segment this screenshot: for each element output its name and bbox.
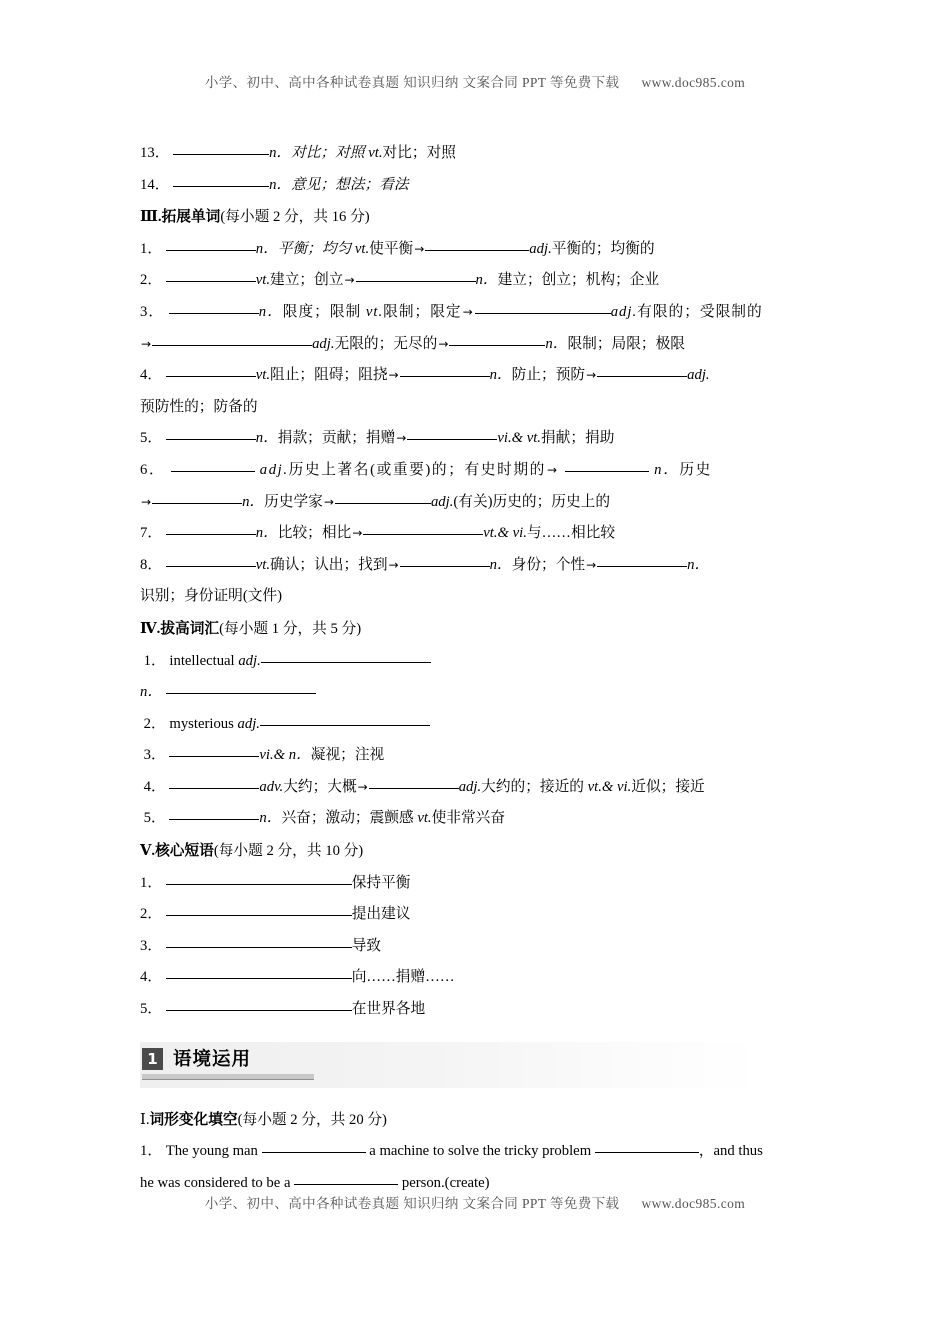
pos-tag-n: n． (545, 335, 568, 352)
advanced-item-1 (140, 646, 812, 678)
blank-field[interactable] (261, 649, 431, 663)
item-text: 近似；接近 (631, 778, 705, 795)
advanced-item-4 (140, 772, 812, 804)
vocab-item-14 (140, 170, 812, 202)
pos-tag-vt: vt. (255, 556, 270, 573)
item-number: 4． (143, 778, 166, 795)
blank-field[interactable] (171, 458, 255, 472)
blank-field[interactable] (400, 553, 490, 567)
english-word: intellectual (169, 652, 239, 669)
blank-field[interactable] (597, 363, 687, 377)
running-header-url: www.doc985.com (641, 75, 746, 90)
expand-item-7 (140, 518, 812, 550)
item-14-text: n．意见；想法；看法 (269, 176, 409, 193)
blank-field[interactable] (166, 268, 256, 282)
pos-tag-n: n． (489, 556, 512, 573)
item-text: 识别；身份证明(文件) (140, 588, 282, 605)
phrase-meaning: 在世界各地 (351, 1001, 426, 1018)
expand-item-3 (140, 297, 812, 329)
running-header-text: 小学、初中、高中各种试卷真题 知识归纳 文案合同 PPT 等免费下载 (204, 75, 620, 90)
pos-tag-vi-n: vi.& n． (259, 747, 311, 764)
pos-tag-adj: adj. (312, 335, 335, 352)
pos-tag-adj: adj. (687, 367, 710, 384)
pos-tag: n．平衡；均匀 (255, 240, 355, 257)
expand-item-2 (140, 265, 812, 297)
arrow-icon: → (141, 494, 152, 509)
item-text: 使非常兴奋 (431, 810, 506, 827)
blank-field[interactable] (294, 1171, 398, 1185)
item-text: 捐献；捐助 (540, 430, 615, 447)
item-text: 与……相比较 (526, 525, 616, 542)
section-dot: . (157, 209, 162, 226)
blank-field[interactable] (166, 426, 256, 440)
pos-tag-adj: adj. (259, 461, 289, 478)
context-item-1 (140, 1136, 812, 1168)
section-roman: Ⅳ (140, 620, 157, 637)
pos-tag-adj: adj. (458, 778, 482, 795)
expand-item-8-cont (140, 581, 812, 613)
item-text: 历史学家 (264, 493, 323, 510)
arrow-icon: → (141, 336, 152, 351)
blank-field[interactable] (166, 934, 352, 948)
item-text: 限制；限定 (383, 303, 462, 320)
pos-tag-vt: vt. (365, 303, 384, 320)
blank-field[interactable] (407, 426, 497, 440)
phrase-meaning: 导致 (351, 937, 382, 954)
pos-tag-n: n．对比；对照 (269, 145, 365, 161)
banner-number-badge: 1 (142, 1048, 163, 1070)
item-text: 大约的；接近的 (481, 778, 588, 795)
item-text: 凝视；注视 (310, 747, 385, 764)
expand-item-5 (140, 423, 812, 455)
item-number: 3． (140, 937, 163, 954)
blank-field[interactable] (260, 712, 430, 726)
pos-tag-vt: vt. (255, 272, 270, 289)
blank-field[interactable] (363, 521, 483, 535)
pos-tag-vt-vi: vt.& vi. (483, 525, 527, 542)
item-number: 4． (140, 367, 163, 384)
section-dot: . (156, 620, 161, 637)
running-header (0, 71, 950, 91)
context-usage-banner (140, 1042, 812, 1088)
pos-tag-adj: adj. (430, 493, 454, 510)
phrase-item-1 (140, 868, 812, 900)
pos-tag-n: n． (258, 303, 283, 320)
section-points: (每小题 2 分，共 10 分) (213, 843, 364, 860)
section-dot: . (151, 843, 156, 860)
expand-item-3-cont (140, 329, 812, 361)
item-13-tail: 对比；对照 (382, 145, 456, 161)
item-number: 5． (143, 810, 166, 827)
arrow-icon: → (357, 779, 368, 794)
running-footer-text: 小学、初中、高中各种试卷真题 知识归纳 文案合同 PPT 等免费下载 (204, 1196, 620, 1211)
item-text: 历史上著名(或重要)的；有史时期的 (288, 461, 546, 478)
pos-tag-n: n． (255, 525, 278, 542)
blank-field[interactable] (475, 300, 611, 314)
section-heading-3 (140, 201, 812, 234)
blank-field[interactable] (166, 363, 256, 377)
pos-tag-vt: vt. (354, 240, 370, 257)
item-number: 4． (140, 969, 163, 986)
sentence-part-5: person.(create) (398, 1174, 490, 1191)
expand-item-8 (140, 550, 812, 582)
blank-field[interactable] (166, 237, 256, 251)
pos-tag-n: n． (654, 461, 680, 478)
item-number: 1． (140, 240, 163, 257)
arrow-icon: → (323, 494, 334, 509)
section-title: 拓展单词 (161, 208, 221, 226)
running-footer (0, 1192, 950, 1212)
sentence-part-2: a machine to solve the tricky problem (365, 1143, 595, 1160)
blank-field[interactable] (169, 300, 259, 314)
blank-field[interactable] (166, 680, 316, 694)
expand-item-4 (140, 360, 812, 392)
blank-field[interactable] (449, 332, 545, 346)
pos-tag-vt: vt. (255, 367, 270, 384)
blank-field[interactable] (400, 363, 490, 377)
sentence-part-4: he was considered to be a (140, 1174, 295, 1191)
phrase-item-2 (140, 899, 812, 931)
item-number: 8． (140, 556, 163, 573)
item-text: 防止；预防 (511, 367, 586, 384)
expand-item-1 (140, 234, 812, 266)
pos-tag-vt: vt. (368, 145, 383, 161)
item-text: 身份；个性 (511, 556, 586, 573)
section-roman: Ⅲ (140, 209, 158, 226)
sentence-part-1: The young man (165, 1143, 262, 1160)
blank-field[interactable] (262, 1139, 366, 1153)
blank-field[interactable] (166, 553, 256, 567)
arrow-icon: → (586, 368, 597, 383)
item-number: 3． (143, 747, 166, 764)
blank-field[interactable] (166, 902, 352, 916)
phrase-meaning: 提出建议 (351, 906, 411, 923)
expand-item-6 (140, 455, 812, 487)
item-number: 7． (140, 525, 163, 542)
advanced-item-3 (140, 740, 812, 772)
blank-field[interactable] (169, 775, 259, 789)
section-title: 拔高词汇 (160, 619, 220, 637)
banner-title: 语境运用 (173, 1048, 252, 1070)
arrow-icon: → (438, 336, 449, 351)
item-number: 2． (140, 906, 163, 923)
blank-field[interactable] (369, 775, 459, 789)
arrow-icon: → (352, 526, 363, 541)
item-number: 13． (140, 145, 170, 161)
item-number: 1． (140, 874, 163, 891)
pos-tag-n: n． (242, 493, 265, 510)
section-title: 词形变化填空 (149, 1110, 238, 1128)
section-points: (每小题 2 分，共 16 分) (220, 209, 370, 226)
section-dot: . (145, 1111, 150, 1128)
blank-field[interactable] (565, 458, 649, 472)
spacer (140, 1092, 812, 1104)
section-heading-5 (140, 835, 812, 868)
item-text: 确认；认出；找到 (270, 556, 388, 573)
pos-tag-vt: vt. (417, 810, 432, 827)
item-text: 限度；限制 (282, 303, 366, 320)
pos-tag-adj: adj. (237, 715, 260, 732)
section-roman: Ⅴ (140, 843, 152, 860)
advanced-item-2 (140, 709, 812, 741)
blank-field[interactable] (166, 965, 352, 979)
sentence-part-3: ，and thus (698, 1143, 763, 1160)
phrase-item-4 (140, 962, 812, 994)
advanced-item-1-sub (140, 677, 812, 709)
item-number: 1． (140, 1143, 163, 1160)
expand-item-4-cont (140, 392, 812, 424)
item-number: 2． (140, 272, 163, 289)
banner-underline-rule (142, 1079, 314, 1080)
item-text: 历史 (679, 461, 712, 478)
arrow-icon: → (388, 368, 399, 383)
item-text: (有关)历史的；历史上的 (453, 493, 611, 510)
pos-tag-n: n． (255, 430, 278, 447)
expand-item-6-cont (140, 487, 812, 519)
arrow-icon: → (462, 304, 474, 319)
blank-field[interactable] (356, 268, 476, 282)
item-number: 6． (140, 461, 166, 478)
blank-field[interactable] (152, 332, 312, 346)
arrow-icon: → (388, 557, 399, 572)
blank-field[interactable] (595, 1139, 699, 1153)
blank-field[interactable] (169, 743, 259, 757)
item-number: 3． (140, 303, 165, 320)
item-text: 捐款；贡献；捐赠 (277, 430, 396, 447)
english-word: mysterious (169, 715, 238, 732)
phrase-item-3 (140, 931, 812, 963)
pos-tag-n: n． (475, 272, 498, 289)
item-number: 1． (143, 652, 166, 669)
item-text: 预防性的；防备的 (140, 398, 258, 415)
pos-tag-n: n． (489, 367, 512, 384)
item-number: 5． (140, 1001, 163, 1018)
pos-tag-adv: adv. (259, 778, 284, 795)
item-text: 平衡的；均衡的 (551, 240, 655, 257)
item-number: 5． (140, 430, 163, 447)
item-text: 有限的；受限制的 (637, 303, 763, 320)
item-text: 比较；相比 (277, 525, 352, 542)
section-roman: Ⅰ (140, 1111, 146, 1128)
item-text: 兴奋；激动；震颤感 (281, 810, 418, 827)
section-title: 核心短语 (155, 842, 214, 860)
pos-tag-vt-vi: vt.& vi. (587, 778, 632, 795)
item-text: 使平衡 (369, 240, 414, 257)
arrow-icon: → (586, 557, 597, 572)
blank-field[interactable] (166, 871, 352, 885)
arrow-icon: → (396, 431, 407, 446)
blank-field[interactable] (166, 521, 256, 535)
item-text: 无限的；无尽的 (334, 335, 438, 352)
pos-tag-n: n． (140, 684, 163, 701)
blank-field[interactable] (173, 141, 269, 155)
advanced-item-5 (140, 803, 812, 835)
pos-tag-adj: adj. (529, 240, 552, 257)
running-footer-url: www.doc985.com (641, 1196, 746, 1211)
pos-tag-vi-vt: vi.& vt. (497, 430, 541, 447)
blank-field[interactable] (597, 553, 687, 567)
blank-field[interactable] (152, 490, 242, 504)
phrase-item-5 (140, 994, 812, 1026)
item-text: 建立；创立 (270, 272, 344, 289)
pos-tag-adj: adj. (610, 303, 638, 320)
section-points: (每小题 1 分，共 5 分) (219, 620, 362, 637)
phrase-meaning: 向……捐赠…… (351, 969, 455, 986)
arrow-icon: → (546, 462, 559, 477)
pos-tag-n: n． (259, 810, 282, 827)
blank-field[interactable] (169, 806, 259, 820)
blank-field[interactable] (173, 173, 269, 187)
item-number: 14． (140, 176, 170, 193)
blank-field[interactable] (425, 237, 529, 251)
pos-tag-n: n． (687, 556, 710, 573)
item-text: 限制；局限；极限 (567, 335, 685, 352)
blank-field[interactable] (166, 997, 352, 1011)
item-number: 2． (143, 715, 166, 732)
item-text: 大约；大概 (283, 778, 357, 795)
arrow-icon: → (414, 241, 425, 256)
section-points: (每小题 2 分，共 20 分) (237, 1111, 387, 1128)
phrase-meaning: 保持平衡 (351, 874, 411, 891)
blank-field[interactable] (335, 490, 431, 504)
document-body (140, 138, 812, 1199)
item-text: 建立；创立；机构；企业 (497, 272, 660, 289)
section-heading-ctx (140, 1104, 812, 1137)
pos-tag-adj: adj. (238, 652, 261, 669)
arrow-icon: → (344, 273, 355, 288)
vocab-item-13 (140, 138, 812, 170)
section-heading-4 (140, 613, 812, 646)
item-text: 阻止；阻碍；阻挠 (270, 367, 388, 384)
